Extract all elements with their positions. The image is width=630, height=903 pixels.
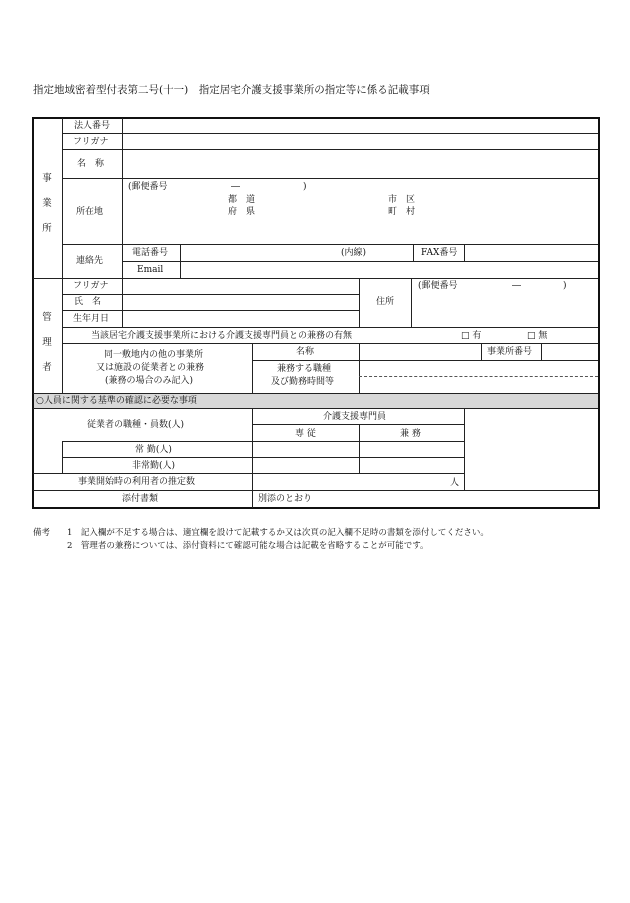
office-address-label: 所在地 [76,207,104,217]
role-count-label: 従業者の職種・員数(人) [87,420,185,430]
duty-line2: 及び勤務時間等 [271,377,335,387]
office-postal-close: ) [303,182,307,192]
attachments-value: 別添のとおり [258,494,313,504]
option-no[interactable]: □ 無 [527,331,548,341]
option-yes[interactable]: □ 有 [461,331,482,341]
dedicated-label: 専 従 [295,429,316,439]
town-cho-son: 町 村 [388,207,416,217]
manager-address-label: 住所 [376,297,395,307]
manager-birth-label: 生年月日 [73,314,110,324]
remark-item-2: 2 管理者の兼務については、添付資料にて確認可能な場合は記載を省略することが可能です。 [67,541,429,551]
office-number-label: 事業所番号 [487,347,533,357]
remarks-label: 備考 [33,528,51,538]
fax-label: FAX番号 [421,248,458,258]
office-postal-dash: ― [231,182,240,192]
estimated-users-label: 事業開始時の利用者の推定数 [78,477,196,487]
attachments-label: 添付書類 [122,494,159,504]
manager-postal-dash: ― [512,281,521,291]
concurrent-label: 兼 務 [400,429,421,439]
manager-postal-close: ) [563,281,567,291]
other-office-line3: (兼務の場合のみ記入) [105,376,194,386]
remark-item-1: 1 記入欄が不足する場合は、適宜欄を設けて記載するか又は次頁の記入欄不足時の書類を添付してください。 [67,528,489,538]
person-unit: 人 [450,478,460,488]
parttime-label: 非常勤(人) [132,461,176,471]
extension-label: (内線) [341,248,367,258]
care-manager-label: 介護支援専門員 [323,412,387,422]
contact-label: 連絡先 [76,256,104,266]
manager-name-label: 氏 名 [74,297,102,307]
city-shi-ku: 市 区 [388,195,416,205]
email-label: Email [137,265,164,275]
page-title: 指定地域密着型付表第二号(十一) 指定居宅介護支援事業所の指定等に係る記載事項 [33,84,430,96]
duty-line1: 兼務する職種 [277,364,332,374]
office-name-label: 名 称 [77,159,105,169]
manager-furigana-label: フリガナ [73,281,109,291]
other-office-line2: 又は施設の従業者との兼務 [96,363,205,373]
office-furigana-label: フリガナ [73,137,109,147]
office-postal-label: (郵便番号 [128,182,168,192]
staff-section-header: ○人員に関する基準の確認に必要な事項 [36,396,197,406]
phone-label: 電話番号 [132,248,169,258]
manager-section-label: 管 理 者 [42,312,52,373]
other-office-line1: 同一敷地内の他の事業所 [104,350,204,360]
fulltime-label: 常 勤(人) [135,445,172,455]
manager-postal-label: (郵便番号 [418,281,458,291]
prefecture-fu-ken: 府 県 [228,207,256,217]
prefecture-to-do: 都 道 [228,195,256,205]
office-section-label: 事 業 所 [42,173,52,234]
concurrent-question: 当該居宅介護支援事業所における介護支援専門員との兼務の有無 [91,331,353,341]
corp-number-label: 法人番号 [74,121,111,131]
other-name-label: 名称 [296,347,315,357]
